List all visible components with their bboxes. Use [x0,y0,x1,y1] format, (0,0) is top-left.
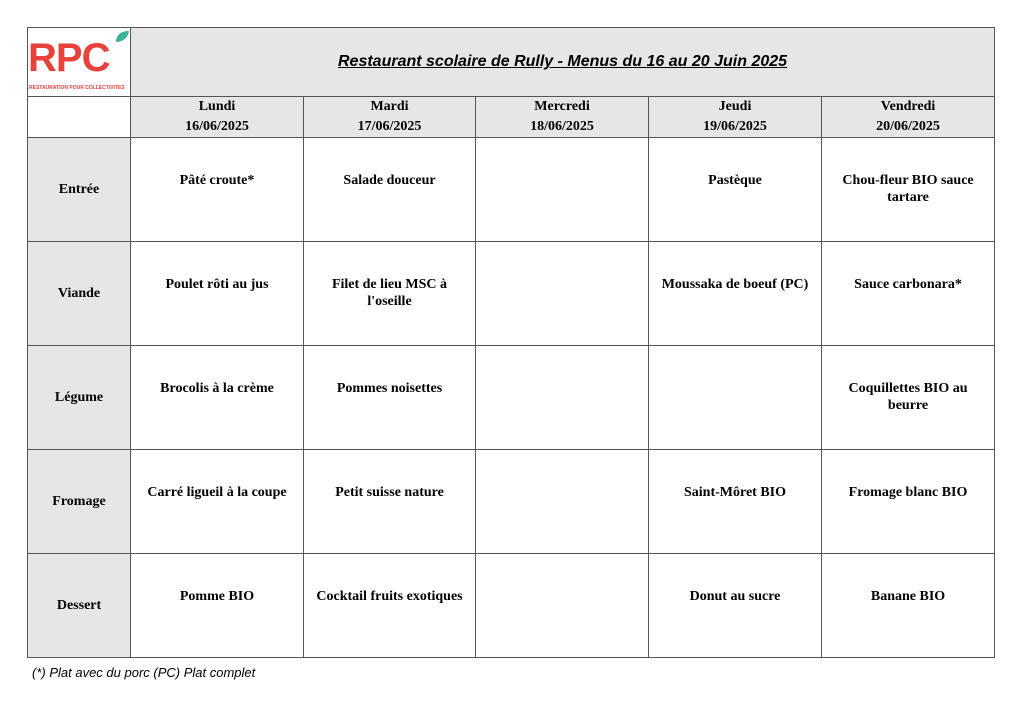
menu-cell: Filet de lieu MSC à l'oseille [304,242,476,346]
day-name: Mardi [370,99,409,114]
row-label: Légume [28,346,131,450]
menu-row-dessert [28,554,995,658]
row-label: Fromage [28,450,131,554]
day-name: Lundi [198,99,236,114]
menu-cell: Pastèque [649,138,822,242]
menu-cell: Banane BIO [822,554,995,658]
menu-cell: Pâté croute* [131,138,304,242]
title-cell [131,28,995,97]
day-date: 20/06/2025 [876,119,940,134]
menu-cell: Carré ligueil à la coupe [131,450,304,554]
row-label: Dessert [28,554,131,658]
menu-cell: Sauce carbonara* [822,242,995,346]
row-label: Entrée [28,138,131,242]
day-date: 18/06/2025 [530,119,594,134]
menu-cell [649,346,822,450]
menu-row-viande [28,242,995,346]
menu-cell: Coquillettes BIO au beurre [822,346,995,450]
menu-row-fromage [28,450,995,554]
row-label: Viande [28,242,131,346]
menu-row-legume [28,346,995,450]
corner-cell [28,97,131,138]
menu-cell: Saint-Môret BIO [649,450,822,554]
menu-cell: Poulet rôti au jus [131,242,304,346]
menu-cell: Fromage blanc BIO [822,450,995,554]
menu-cell: Chou-fleur BIO sauce tartare [822,138,995,242]
day-header-mardi [304,97,476,138]
day-date: 19/06/2025 [703,119,767,134]
menu-table [27,27,995,658]
page-title: Restaurant scolaire de Rully - Menus du 16 au 20 Juin 2025 [338,53,788,70]
menu-cell: Brocolis à la crème [131,346,304,450]
menu-cell [476,450,649,554]
menu-cell: Petit suisse nature [304,450,476,554]
day-date: 16/06/2025 [185,119,249,134]
day-date: 17/06/2025 [357,119,422,134]
menu-cell [476,346,649,450]
menu-cell [476,554,649,658]
menu-cell: Pommes noisettes [304,346,476,450]
day-header-vendredi [822,97,995,138]
menu-cell: Pomme BIO [131,554,304,658]
day-header-lundi [131,97,304,138]
day-name: Vendredi [880,99,936,114]
menu-cell [476,138,649,242]
day-header-mercredi [476,97,649,138]
menu-cell: Moussaka de boeuf (PC) [649,242,822,346]
menu-cell: Salade douceur [304,138,476,242]
menu-row-entree [28,138,995,242]
day-header-jeudi [649,97,822,138]
menu-cell: Cocktail fruits exotiques [304,554,476,658]
rpc-logo: RPC [28,36,110,80]
leaf-icon [114,30,130,44]
day-name: Mercredi [534,99,590,114]
menu-cell [476,242,649,346]
day-name: Jeudi [718,99,752,114]
menu-cell: Donut au sucre [649,554,822,658]
logo-subtitle: RESTAURATION POUR COLLECTIVITES [29,85,125,91]
logo-cell [28,28,131,97]
footnote: (*) Plat avec du porc (PC) Plat complet [32,665,256,680]
